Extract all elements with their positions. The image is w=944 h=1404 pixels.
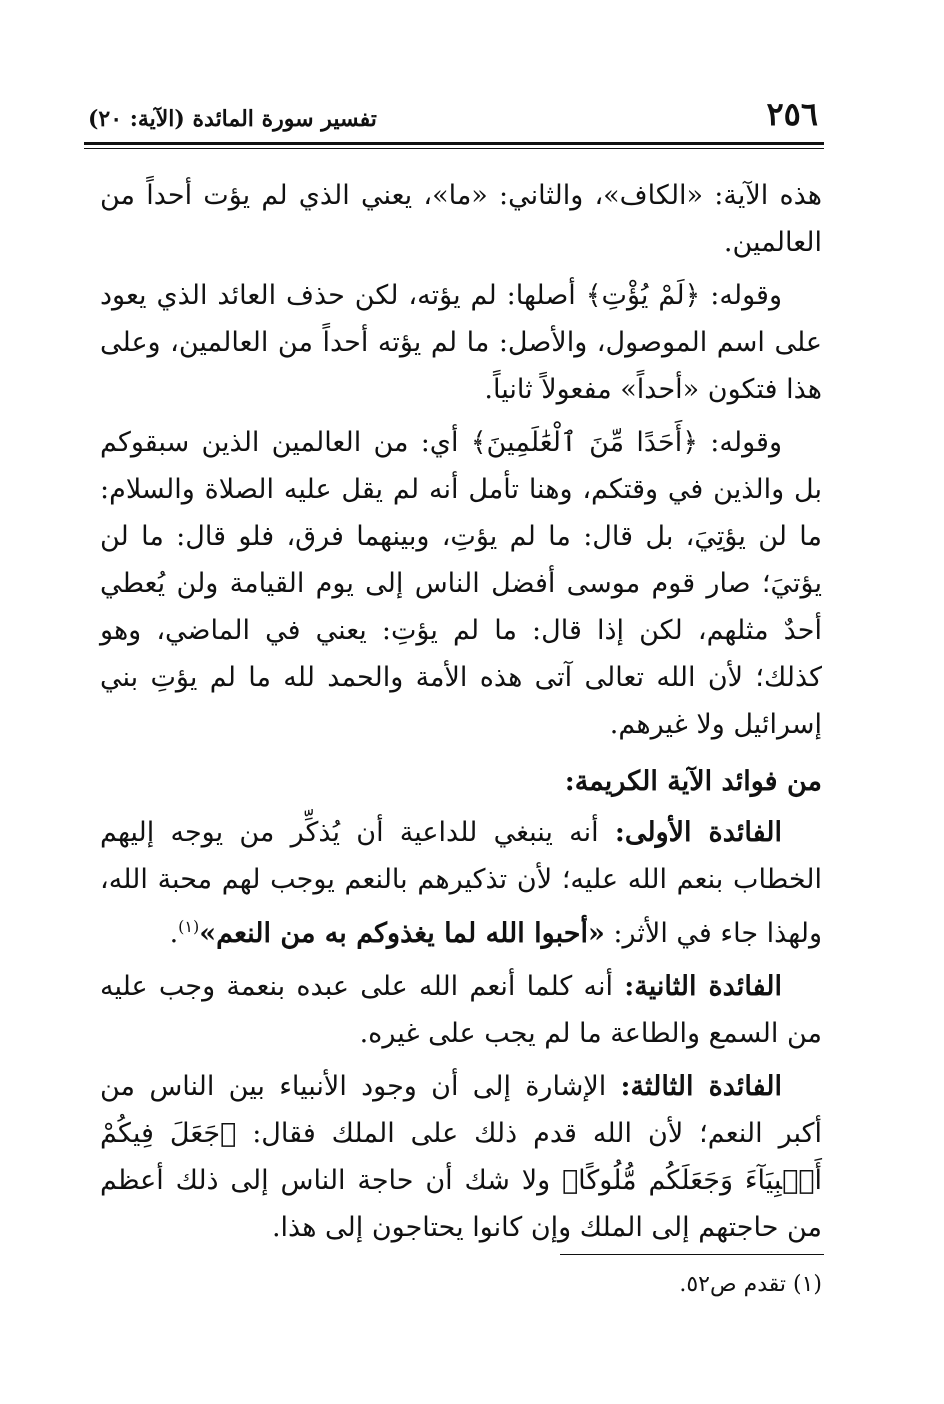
- benefit-3: [100, 1063, 822, 1251]
- paragraph-2: وقوله: ﴿لَمْ يُؤْتِ﴾ أصلها: لم يؤته، لكن حذف العائد الذي يعود على اسم الموصول، والأصل: ما لم يؤته أحداً من العالمين، وعلى هذا فتكون «أحداً» مفعولاً ثانياً.: [100, 280, 822, 405]
- page-number: ٢٥٦: [766, 95, 818, 133]
- section-heading: من فوائد الآية الكريمة:: [564, 766, 822, 797]
- benefit-2: [100, 963, 822, 1057]
- benefit-3-text: الإشارة إلى أن وجود الأنبياء بين الناس من أكبر النعم؛ لأن الله قدم ذلك على الملك فقال: ﴿جَعَلَ فِيكُمْ أَنۢبِيَآءَ وَجَعَلَكُم مُّلُوكًا﴾ ولا شك أن حاجة الناس إلى ذلك أعظم من حاجتهم إلى الملك وإن كانوا يحتاجون إلى هذا.: [100, 1071, 822, 1243]
- body-text: [100, 172, 822, 1257]
- benefit-3-label: الفائدة الثالثة:: [620, 1071, 783, 1102]
- paragraph-1: هذه الآية: «الكاف»، والثاني: «ما»، يعني الذي لم يؤت أحداً من العالمين.: [100, 180, 822, 258]
- footnote: (١) تقدم ص٥٢.: [679, 1272, 822, 1297]
- benefit-1-label: الفائدة الأولى:: [614, 817, 782, 848]
- benefit-1-quote: «أحبوا الله لما يغذوكم به من النعم»: [199, 918, 605, 949]
- footnote-rule: [560, 1254, 824, 1255]
- header-rule-thick: [84, 142, 824, 145]
- benefit-1-text: أنه ينبغي للداعية أن يُذكِّر من يوجه إليهم الخطاب بنعم الله عليه؛ لأن تذكيرهم بالنعم يوجب لهم محبة الله، ولهذا جاء في الأثر:: [100, 817, 822, 949]
- page-header: [84, 92, 824, 138]
- benefit-1: [100, 809, 822, 957]
- benefit-1-end: .: [169, 918, 179, 949]
- benefit-2-label: الفائدة الثانية:: [624, 971, 782, 1002]
- benefit-2-text: أنه كلما أنعم الله على عبده بنعمة وجب عليه من السمع والطاعة ما لم يجب على غيره.: [100, 971, 822, 1049]
- paragraph-3: وقوله: ﴿أَحَدًا مِّنَ ٱلْعَٰلَمِينَ﴾ أي: من العالمين الذين سبقوكم بل والذين في وقتكم، وهنا تأمل أنه لم يقل عليه الصلاة والسلام: ما لن يؤتِيَ، بل قال: ما لم يؤتِ، وبينهما فرق، فلو قال: ما لن يؤتيَ؛ صار قوم موسى أفضل الناس إلى يوم القيامة ولن يُعطي أحدٌ مثلهم، لكن إذا قال: ما لم يؤتِ: يعني في الماضي، وهو كذلك؛ لأن الله تعالى آتى هذه الأمة والحمد لله ما لم يؤتِ بني إسرائيل ولا غيرهم.: [100, 427, 822, 740]
- header-rule-thin: [84, 148, 824, 149]
- running-title: تفسير سورة المائدة (الآية: ٢٠): [88, 106, 377, 132]
- footnote-ref: (١): [178, 917, 200, 936]
